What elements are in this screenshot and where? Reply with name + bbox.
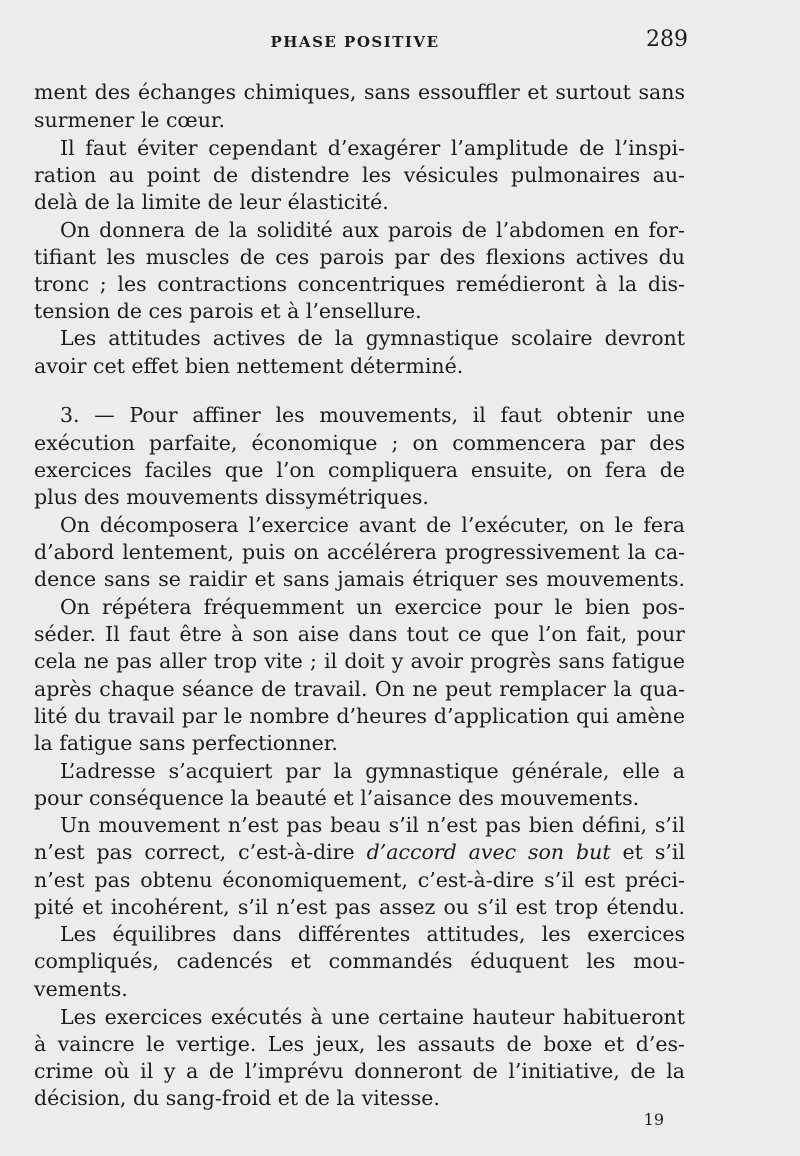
text-line: tronc ; les contractions concentriques remédieront à la dis-	[34, 272, 685, 296]
text-line: ment des échanges chimiques, sans essouffler et surtout sans	[34, 80, 685, 104]
text-line: Il faut éviter cependant d’exagérer l’amplitude de l’inspi-	[60, 136, 685, 160]
text-line: tension de ces parois et à l’ensellure.	[34, 299, 422, 323]
running-header: PHASE POSITIVE	[270, 33, 440, 51]
text-line: décision, du sang-froid et de la vitesse.	[34, 1086, 440, 1110]
italic-phrase: d’accord avec son but	[366, 840, 611, 864]
text-segment: n’est pas correct, c’est-à-dire	[34, 840, 367, 864]
text-line: Un mouvement n’est pas beau s’il n’est pas bien défini, s’il	[60, 813, 685, 837]
text-line: cela ne pas aller trop vite ; il doit y avoir progrès sans fatigue	[34, 649, 685, 673]
text-line: pité et incohérent, s’il n’est pas assez ou s’il est trop étendu.	[34, 895, 685, 919]
text-line: crime où il y a de l’imprévu donneront de l’initiative, de la	[34, 1059, 685, 1083]
text-line	[34, 838, 685, 866]
text-line: d’abord lentement, puis on accélérera progressivement la ca-	[34, 540, 685, 564]
text-line: lité du travail par le nombre d’heures d’application qui amène	[34, 704, 685, 728]
text-line: On donnera de la solidité aux parois de l’abdomen en for-	[60, 218, 685, 242]
text-line: Les équilibres dans différentes attitudes, les exercices	[60, 922, 685, 946]
text-line: la fatigue sans perfectionner.	[34, 731, 338, 755]
text-line: plus des mouvements dissymétriques.	[34, 485, 429, 509]
text-line: à vaincre le vertige. Les jeux, les assauts de boxe et d’es-	[34, 1032, 685, 1056]
text-line: compliqués, cadencés et commandés éduquent les mou-	[34, 949, 685, 973]
page-number: 289	[646, 27, 688, 52]
text-line: n’est pas obtenu économiquement, c’est-à-dire s’il est préci-	[34, 868, 685, 892]
text-line: exécution parfaite, économique ; on commencera par des	[34, 431, 685, 455]
text-line: On décomposera l’exercice avant de l’exécuter, on le fera	[60, 513, 685, 537]
text-line: tifiant les muscles de ces parois par des flexions actives du	[34, 245, 685, 269]
text-line: ration au point de distendre les vésicules pulmonaires au-	[34, 163, 685, 187]
text-line: après chaque séance de travail. On ne peut remplacer la qua-	[34, 677, 685, 701]
text-line: exercices faciles que l’on compliquera ensuite, on fera de	[34, 458, 685, 482]
text-line: avoir cet effet bien nettement déterminé.	[34, 354, 464, 378]
text-line: 3. — Pour affiner les mouvements, il faut obtenir une	[60, 403, 685, 427]
text-line: L’adresse s’acquiert par la gymnastique générale, elle a	[60, 759, 685, 783]
text-line: Les exercices exécutés à une certaine hauteur habitueront	[60, 1005, 685, 1029]
text-line: Les attitudes actives de la gymnastique scolaire devront	[60, 326, 685, 350]
text-line: vements.	[34, 977, 128, 1001]
text-line: pour conséquence la beauté et l’aisance des mouvements.	[34, 786, 640, 810]
text-line: surmener le cœur.	[34, 108, 225, 132]
text-segment: et s’il	[610, 840, 685, 864]
signature-mark: 19	[643, 1110, 664, 1129]
text-line: On répétera fréquemment un exercice pour le bien pos-	[60, 595, 685, 619]
text-line: dence sans se raidir et sans jamais étriquer ses mouvements.	[34, 567, 685, 591]
text-line: delà de la limite de leur élasticité.	[34, 190, 389, 214]
text-line: séder. Il faut être à son aise dans tout ce que l’on fait, pour	[34, 622, 685, 646]
